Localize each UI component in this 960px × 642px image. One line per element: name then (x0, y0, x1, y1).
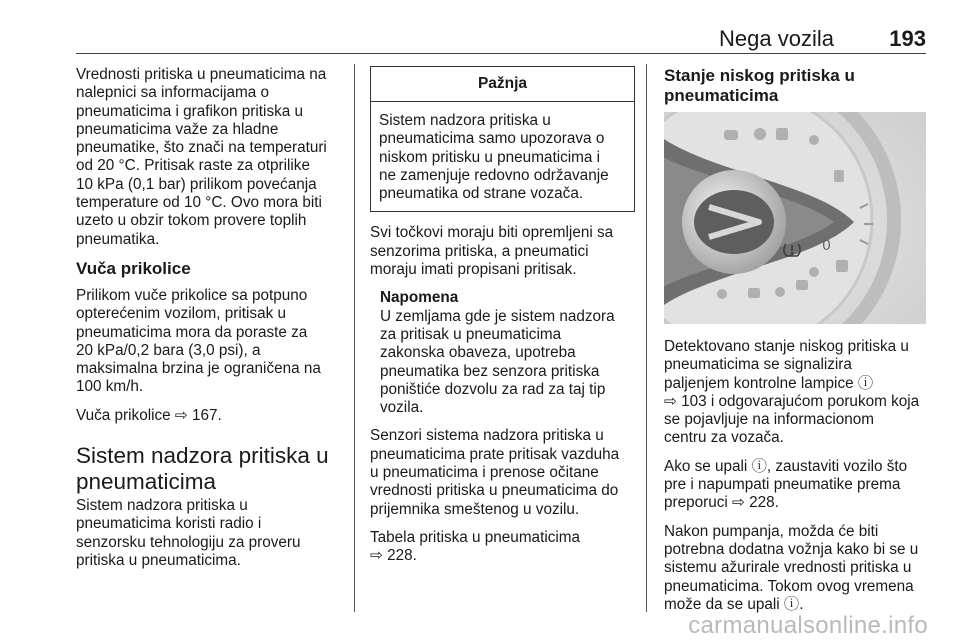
trailer-towing-paragraph: Prilikom vuče prikolice sa potpuno opterećenim vozilom, pritisak u pneumaticima mora da poraste za 20 kPa/0,2 bara (3,0 psi), a maksimalna brzina je ograničena na 100 km/h. (76, 286, 321, 396)
pressure-table-reference: Tabela pritiska u pneumaticima ⇨ 228. (370, 528, 581, 565)
column-1 (76, 66, 346, 580)
column-divider-1 (354, 64, 355, 612)
header-rule (76, 53, 926, 54)
section-title: Nega vozila (719, 26, 834, 51)
watermark-text: carmanualsonline.info (688, 612, 928, 639)
gauge-digit: 0 (822, 238, 831, 254)
after-inflation-paragraph: Nakon pumpanja, možda će biti potrebna dodatna vožnja kako bi se u sistemu ažurirale vrednosti pritiska u pneumaticima. Tokom ovog vremena može da se upali ⓘ. (664, 522, 919, 613)
caution-body: Sistem nadzora pritiska u pneumaticima samo upozorava o niskom pritisku u pneumaticima i ne zamenjuje redovno održavanje pneumatika od strane vozača. (379, 112, 609, 203)
tpms-heading: Sistem nadzora pritiska u pneumaticima (76, 443, 329, 495)
column-3 (664, 66, 929, 624)
note-block (370, 289, 635, 417)
note-label: Napomena (380, 289, 459, 307)
caution-box (370, 66, 635, 212)
sensors-required-paragraph: Svi točkovi moraju biti opremljeni sa senzorima pritiska, a pneumatici moraju imati propisani pritisak. (370, 224, 614, 279)
note-text: U zemljama gde je sistem nadzora za pritisak u pneumaticima zakonska obaveza, upotreba pneumatika bez senzora pritiska poništiće dozvolu za rad za taj tip vozila. (380, 307, 615, 417)
low-pressure-detected-paragraph: Detektovano stanje niskog pritiska u pneumaticima se signalizira paljenjem kontrolne lampice ⓘ ⇨ 103 i odgovarajućom porukom koja se pojavljuje na informacionom centru za vozača. (664, 338, 920, 447)
tpms-intro-paragraph: Sistem nadzora pritiska u pneumaticima koristi radio i senzorsku tehnologiju za proveru pritiska u pneumaticima. (76, 497, 301, 569)
pressure-values-paragraph: Vrednosti pritiska u pneumaticima na nalepnici sa informacijama o pneumaticima i grafikon pritiska u pneumaticima važe za hladne pneumatike, što znači na temperaturi od 20 °C. Pritisak raste za otprilike 10 kPa (0,1 bar) prilikom povećanja temperature od 10 °C. Ovo mora biti uzeto u obzir tokom provere toplih pneumatika. (76, 66, 327, 248)
caution-title: Pažnja (371, 67, 634, 102)
sensors-function-paragraph: Senzori sistema nadzora pritiska u pneumaticima prate pritisak vazduha u pneumaticima i prenose očitane vrednosti pritiska u pneumaticima do prijemnika smeštenog u vozilu. (370, 427, 620, 518)
column-2 (370, 66, 635, 576)
page-header (76, 26, 926, 56)
column-divider-2 (646, 64, 647, 612)
trailer-towing-reference: Vuča prikolice ⇨ 167. (76, 406, 222, 424)
low-pressure-heading: Stanje niskog pritiska u pneumaticima (664, 66, 855, 105)
page-number: 193 (889, 26, 926, 51)
trailer-towing-heading: Vuča prikolice (76, 258, 191, 278)
instrument-cluster-figure (664, 112, 926, 324)
stop-and-inflate-paragraph: Ako se upali ⓘ, zaustaviti vozilo što pre i napumpati pneumatike prema preporuci ⇨ 228. (664, 457, 908, 512)
